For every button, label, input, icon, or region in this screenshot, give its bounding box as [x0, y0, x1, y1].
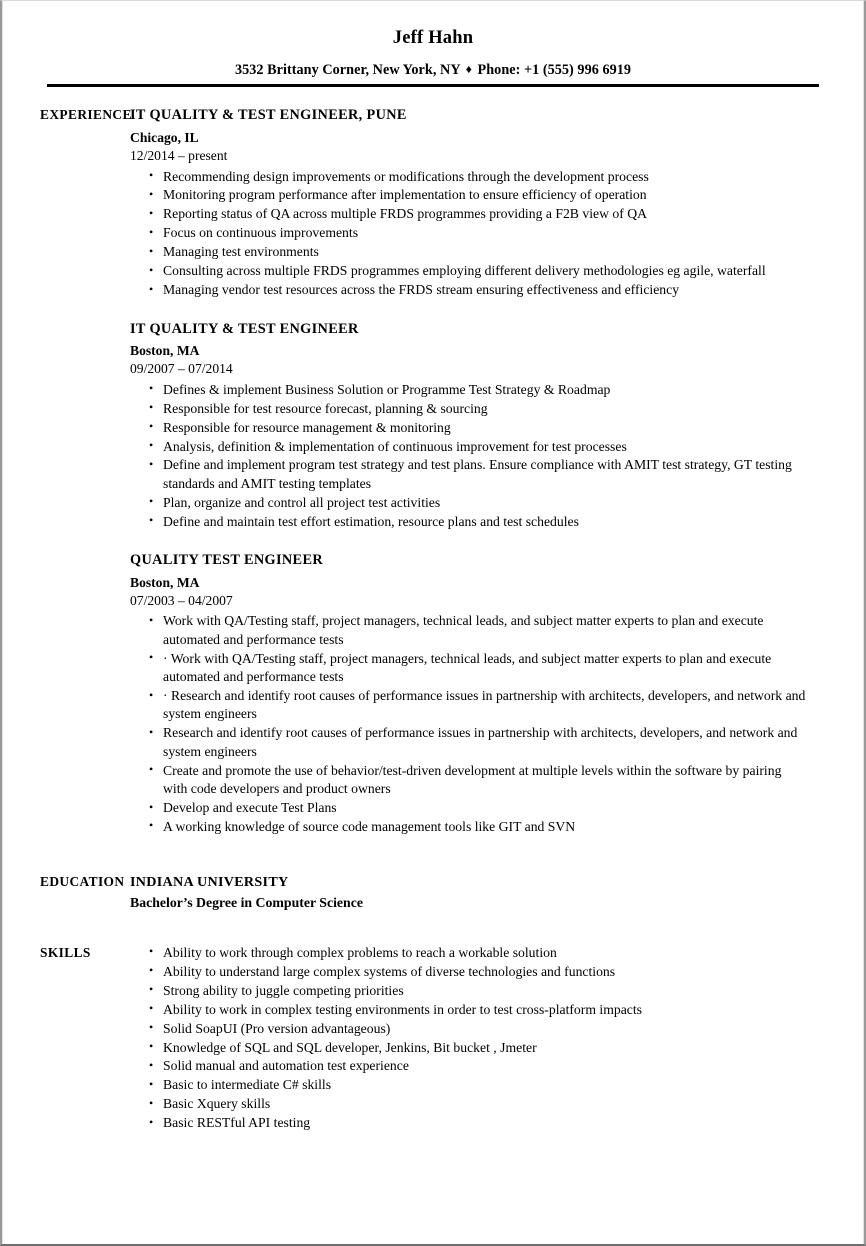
job-bullet: • Analysis, definition & implementation of continuous improvement for test processes: [130, 438, 807, 456]
job-bullet: • Work with QA/Testing staff, project managers, technical leads, and subject matter experts to plan and execute automated and performance tests: [130, 612, 807, 649]
contact-line: [3, 62, 863, 79]
job-bullet-list: [130, 168, 807, 300]
education-school: INDIANA UNIVERSITY: [130, 874, 289, 891]
job-dates: 12/2014 – present: [130, 148, 228, 164]
experience-job: [130, 551, 807, 836]
skill-bullet: • Solid SoapUI (Pro version advantageous): [130, 1020, 807, 1038]
section-education: [3, 873, 863, 913]
resume-page-inner: [2, 1, 864, 1244]
education-entries: [130, 873, 863, 913]
experience-entries: [130, 106, 863, 836]
section-label-experience: EXPERIENCE: [40, 107, 132, 123]
job-bullet: • Consulting across multiple FRDS programmes employing different delivery methodologies eg agile, waterfall: [130, 262, 807, 280]
section-label-education: EDUCATION: [40, 874, 125, 890]
skill-bullet: • Basic Xquery skills: [130, 1095, 807, 1113]
skill-bullet: • Solid manual and automation test experience: [130, 1057, 807, 1075]
candidate-name: Jeff Hahn: [392, 28, 474, 48]
job-bullet: • Reporting status of QA across multiple FRDS programmes providing a F2B view of QA: [130, 205, 807, 223]
resume-body: [3, 87, 863, 1132]
job-title: QUALITY TEST ENGINEER: [130, 552, 324, 569]
education-entry: [130, 873, 807, 913]
job-bullet: • Defines & implement Business Solution or Programme Test Strategy & Roadmap: [130, 381, 807, 399]
job-bullet: • Responsible for resource management & monitoring: [130, 419, 807, 437]
job-dates: 09/2007 – 07/2014: [130, 361, 233, 377]
job-dates: 07/2003 – 04/2007: [130, 592, 233, 608]
skill-bullet: • Ability to work through complex problems to reach a workable solution: [130, 944, 807, 962]
section-label-skills: SKILLS: [40, 945, 91, 961]
job-bullet: • Managing vendor test resources across the FRDS stream ensuring effectiveness and efficiency: [130, 281, 807, 299]
resume-header: [3, 1, 863, 87]
job-bullet-list: [130, 381, 807, 531]
skill-bullet: • Basic RESTful API testing: [130, 1114, 807, 1132]
job-bullet: • · Work with QA/Testing staff, project managers, technical leads, and subject matter experts to plan and execute automated and performance tests: [130, 650, 807, 687]
job-location: Chicago, IL: [130, 129, 199, 145]
job-bullet: • Plan, organize and control all project test activities: [130, 494, 807, 512]
skill-bullet: • Ability to understand large complex systems of diverse technologies and functions: [130, 963, 807, 981]
skill-bullet: • Strong ability to juggle competing priorities: [130, 982, 807, 1000]
job-bullet: • Research and identify root causes of performance issues in partnership with architects, developers, and network and system engineers: [130, 724, 807, 761]
job-bullet: • Managing test environments: [130, 243, 807, 261]
skill-bullet: • Ability to work in complex testing environments in order to test cross-platform impacts: [130, 1001, 807, 1019]
education-degree: Bachelor’s Degree in Computer Science: [130, 895, 363, 911]
job-title: IT QUALITY & TEST ENGINEER: [130, 320, 359, 337]
job-bullet: • Monitoring program performance after implementation to ensure efficiency of operation: [130, 186, 807, 204]
job-location: Boston, MA: [130, 574, 200, 590]
job-bullet: • Responsible for test resource forecast, planning & sourcing: [130, 400, 807, 418]
diamond-separator-icon: ♦: [465, 62, 472, 77]
job-bullet: • Create and promote the use of behavior/test-driven development at multiple levels within the software by pairing with code developers and product owners: [130, 762, 807, 799]
job-bullet: • Focus on continuous improvements: [130, 224, 807, 242]
contact-phone: Phone: +1 (555) 996 6919: [477, 62, 632, 79]
contact-address: 3532 Brittany Corner, New York, NY: [234, 62, 461, 79]
experience-job: [130, 106, 807, 299]
skills-bullet-list: [130, 944, 807, 1133]
job-bullet: • Recommending design improvements or modifications through the development process: [130, 168, 807, 186]
job-bullet: • A working knowledge of source code management tools like GIT and SVN: [130, 818, 807, 836]
section-skills: [3, 943, 863, 1132]
job-bullet: • · Research and identify root causes of performance issues in partnership with architects, developers, and network and system engineers: [130, 687, 807, 724]
section-experience: [3, 106, 863, 836]
job-location: Boston, MA: [130, 343, 200, 359]
skills-entries: [130, 943, 863, 1132]
job-bullet: • Define and implement program test strategy and test plans. Ensure compliance with AMIT test strategy, GT testing standards and AMIT testing templates: [130, 456, 807, 493]
job-bullet: • Define and maintain test effort estimation, resource plans and test schedules: [130, 513, 807, 531]
job-bullet-list: [130, 612, 807, 836]
job-bullet: • Develop and execute Test Plans: [130, 799, 807, 817]
skill-bullet: • Basic to intermediate C# skills: [130, 1076, 807, 1094]
job-title: IT QUALITY & TEST ENGINEER, PUNE: [130, 107, 407, 124]
experience-job: [130, 320, 807, 532]
skill-bullet: • Knowledge of SQL and SQL developer, Jenkins, Bit bucket , Jmeter: [130, 1039, 807, 1057]
